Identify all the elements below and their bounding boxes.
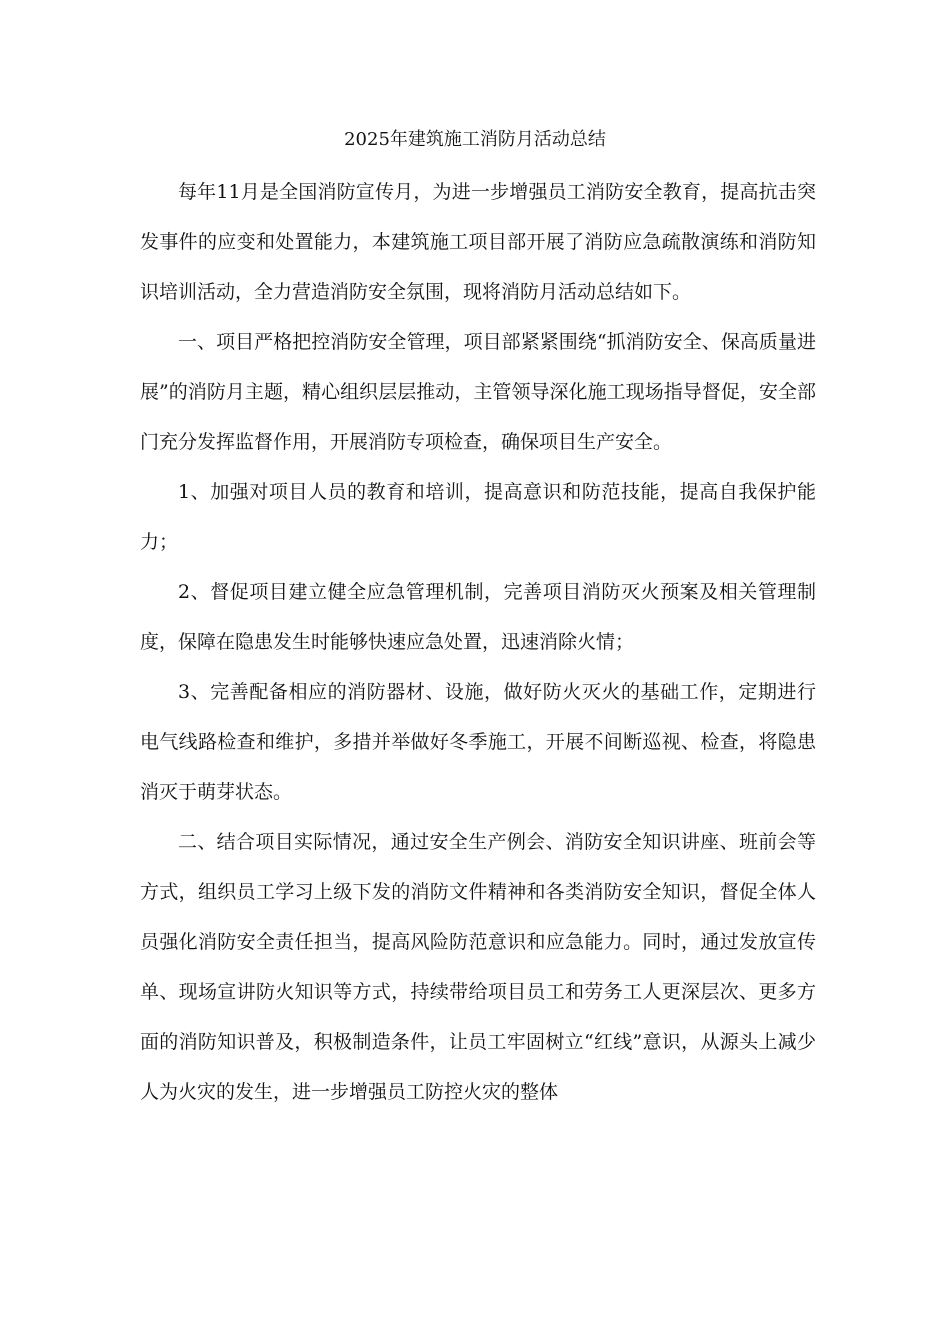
document-body (140, 167, 816, 1117)
paragraph-section-two: 二、结合项目实际情况，通过安全生产例会、消防安全知识讲座、班前会等方式，组织员工学习上级下发的消防文件精神和各类消防安全知识，督促全体人员强化消防安全责任担当，提高风险防范意识和应急能力。同时，通过发放宣传单、现场宣讲防火知识等方式，持续带给项目员工和劳务工人更深层次、更多方面的消防知识普及，积极制造条件，让员工牢固树立“红线”意识，从源头上减少人为火灾的发生，进一步增强员工防控火灾的整体 (140, 831, 816, 1103)
document-title: 2025年建筑施工消防月活动总结 (344, 129, 606, 150)
paragraph-item-2: 2、督促项目建立健全应急管理机制，完善项目消防灭火预案及相关管理制度，保障在隐患发生时能够快速应急处置，迅速消除火情； (140, 581, 816, 653)
paragraph-item-1: 1、加强对项目人员的教育和培训，提高意识和防范技能，提高自我保护能力； (140, 481, 816, 553)
paragraph-section-one: 一、项目严格把控消防安全管理，项目部紧紧围绕“抓消防安全、保高质量进展”的消防月主题，精心组织层层推动，主管领导深化施工现场指导督促，安全部门充分发挥监督作用，开展消防专项检查，确保项目生产安全。 (140, 331, 816, 453)
paragraph-intro: 每年11月是全国消防宣传月，为进一步增强员工消防安全教育，提高抗击突发事件的应变和处置能力，本建筑施工项目部开展了消防应急疏散演练和消防知识培训活动，全力营造消防安全氛围，现将消防月活动总结如下。 (140, 181, 816, 303)
paragraph-item-3: 3、完善配备相应的消防器材、设施，做好防火灭火的基础工作，定期进行电气线路检查和维护，多措并举做好冬季施工，开展不间断巡视、检查，将隐患消灭于萌芽状态。 (140, 681, 816, 803)
